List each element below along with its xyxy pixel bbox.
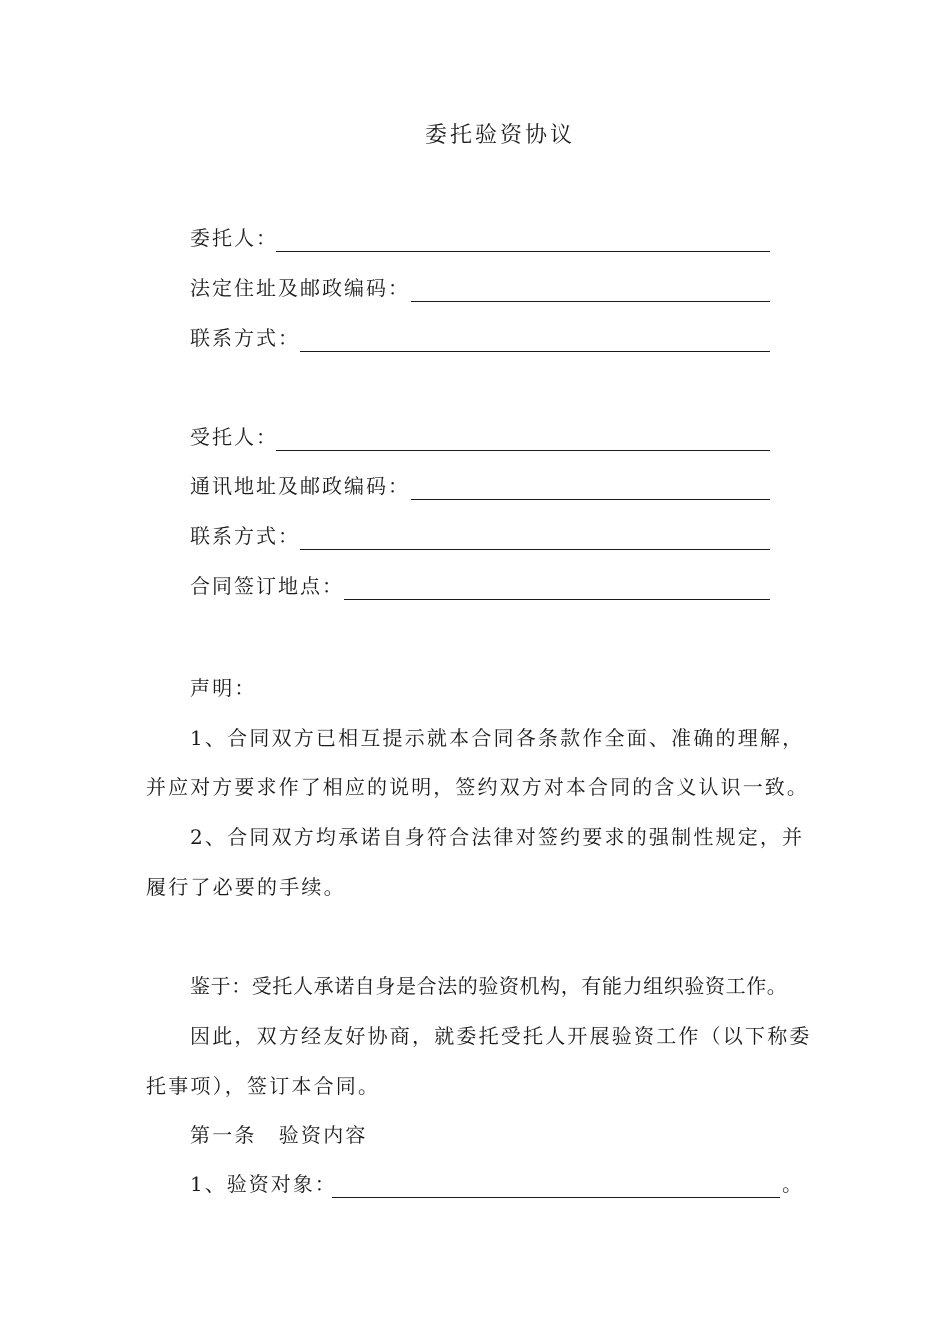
- trustee-label: 受托人：: [190, 425, 278, 449]
- entrustor-field: [190, 222, 770, 252]
- trustee-contact-label: 联系方式：: [190, 524, 300, 548]
- document-title: 委托验资协议: [424, 123, 575, 148]
- trustee-field: [190, 421, 770, 451]
- entrustor-contact-label: 联系方式：: [190, 326, 300, 350]
- declaration-item2-line1: 2、合同双方均承诺自身符合法律对签约要求的强制性规定，并: [190, 825, 805, 849]
- verification-object-period: 。: [782, 1172, 804, 1196]
- signing-place-field: [190, 570, 770, 600]
- trustee-contact-blank-line: [300, 549, 770, 550]
- signing-place-label: 合同签订地点：: [190, 574, 344, 598]
- declaration-item1-line1: 1、合同双方已相互提示就本合同各条款作全面、准确的理解，: [190, 726, 805, 750]
- entrustor-contact-field: [190, 322, 770, 352]
- entrustor-contact-blank-line: [300, 351, 770, 352]
- verification-object-blank-line: [332, 1197, 780, 1198]
- trustee-address-blank-line: [411, 499, 770, 500]
- trustee-contact-field: [190, 520, 770, 550]
- entrustor-address-label: 法定住址及邮政编码：: [190, 276, 410, 300]
- verification-object-field: [190, 1168, 804, 1198]
- entrustor-address-blank-line: [411, 301, 770, 302]
- entrustor-label: 委托人：: [190, 226, 278, 250]
- therefore-line1: 因此，双方经友好协商，就委托受托人开展验资工作（以下称委: [190, 1024, 812, 1048]
- declaration-heading: 声明：: [190, 676, 257, 700]
- declaration-item1-line2: 并应对方要求作了相应的说明，签约双方对本合同的含义认识一致。: [146, 775, 809, 799]
- article1-heading: 第一条 验资内容: [190, 1123, 368, 1147]
- trustee-address-field: [190, 470, 770, 500]
- entrustor-address-field: [190, 272, 770, 302]
- declaration-item2-line2: 履行了必要的手续。: [146, 875, 346, 899]
- trustee-blank-line: [276, 450, 770, 451]
- therefore-line2: 托事项），签订本合同。: [146, 1074, 381, 1098]
- whereas-clause: 鉴于：受托人承诺自身是合法的验资机构，有能力组织验资工作。: [190, 974, 788, 998]
- signing-place-blank-line: [344, 599, 770, 600]
- trustee-address-label: 通讯地址及邮政编码：: [190, 474, 410, 498]
- verification-object-label: 1、验资对象：: [190, 1172, 337, 1196]
- entrustor-blank-line: [276, 251, 770, 252]
